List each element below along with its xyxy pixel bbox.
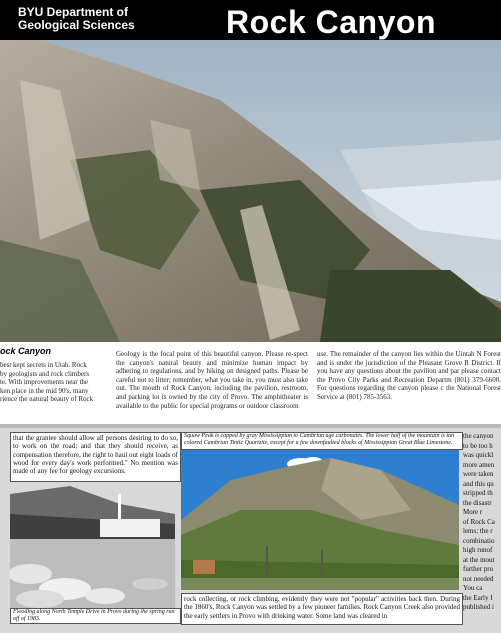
right-text-line: More r: [463, 508, 483, 516]
flood-photo: [10, 484, 175, 608]
intro-column-3: use. The remainder of the canyon lies within the Uintah N Forest and is under the jurisdiction of the Pleasant Grove R District. If you have any questions about the pavilion and par please contact the Provo City Parks and Recreation Departm (801) 379-6600. For questions regarding the canyon please c the National Forest Service at (801) 785-3563.: [317, 350, 501, 401]
page-title: Rock Canyon: [226, 4, 436, 40]
right-text-line: published i: [463, 603, 494, 611]
intro-col1-line: rience the natural beauty of Rock: [0, 395, 94, 404]
intro-column-1: [0, 361, 104, 404]
canyon-photo-illustration: [0, 40, 501, 342]
mid-text-box: rock collecting, or rock climbing, evidently they were not "popular" activities back then. During the 1860's, Rock Canyon was settled by a few pioneer families. Rock Canyon Creek also provided the early settlers in Provo with drinking water. Some land was cleared in: [181, 593, 463, 625]
left-photo-caption: Flooding along North Temple Drive in Provo during the spring run off of 1983.: [10, 608, 181, 624]
right-text-line: was quickl: [463, 451, 494, 459]
intro-col1-line: by geologists and rock climbers: [0, 369, 90, 378]
department-line-1: BYU Department of: [18, 5, 129, 19]
right-text-column: [463, 432, 501, 612]
squaw-peak-illustration: [181, 450, 459, 590]
right-text-line: lems; the r: [463, 527, 493, 535]
right-text-line: high runof: [463, 546, 493, 554]
mid-photo-caption: Squaw Peak is capped by gray Mississippian to Cambrian age carbonates. The lower half of the mountain is tan colored Cambrian Tintic Quartzite, except for a few downfaulted blocks of Mississippian Great Blue Limestone.: [181, 432, 463, 450]
right-text-line: further pro: [463, 565, 494, 573]
right-text-line: at the mout: [463, 555, 495, 564]
intro-column-2: Geology is the focal point of this beautiful canyon. Please re-spect the canyon's natural beauty and minimize human impact by adhering to regulations, and by hiking on designed paths. Please be careful not to litter; remember, what you take in, you must also take out. The mouth of Rock Canyon, including the pavilion, restroom, and parking lot is owned by the city of Provo. The amphitheater is available to the public for special programs or outdoor classroom: [116, 350, 308, 410]
right-text-line: to be too h: [463, 441, 493, 450]
flood-photo-illustration: [10, 484, 175, 608]
section-heading: ock Canyon: [0, 346, 52, 356]
intro-col1-line: te. With improvements near the: [0, 378, 89, 387]
right-text-line: You ca: [463, 584, 483, 592]
right-text-line: not needed: [463, 574, 494, 583]
right-text-line: of Rock Ca: [463, 517, 495, 526]
right-text-line: combinatio: [463, 536, 495, 545]
department-line-2: Geological Sciences: [18, 18, 135, 32]
right-text-line: were taken: [463, 470, 494, 478]
department-name: [18, 6, 135, 32]
squaw-peak-photo: [181, 450, 459, 590]
right-text-line: the disastr: [463, 498, 492, 507]
canyon-photo: [0, 40, 501, 342]
right-text-line: more amen: [463, 460, 495, 469]
intro-col1-line: best kept secrets in Utah. Rock: [0, 361, 87, 369]
section-divider: [0, 424, 501, 428]
right-text-line: the Early I: [463, 593, 493, 602]
right-text-line: and this qu: [463, 479, 494, 488]
left-text-box: that the grantee should allow all persons desiring to do so, to work on the road; and that they should receive, as compensation therefore, the right to haul out eight loads of wood for every day's work performed." No mention was made of any fee for geology excursions.: [10, 432, 181, 482]
intro-col1-line: ken place in the mid 90's, many: [0, 386, 89, 395]
right-text-line: stripped th: [463, 489, 493, 497]
right-text-line: the canyon: [463, 432, 494, 440]
